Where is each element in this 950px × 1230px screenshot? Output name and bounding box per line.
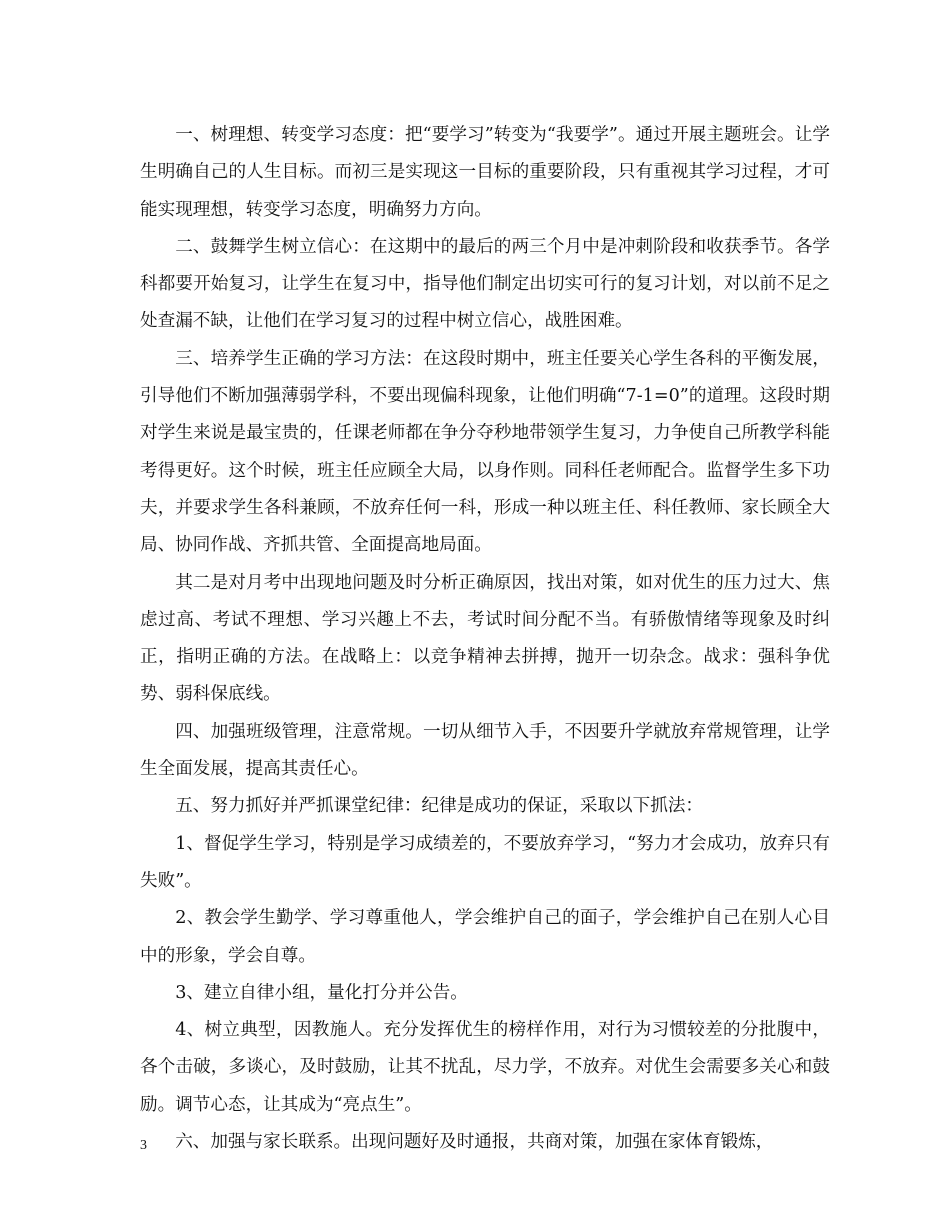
paragraph-6: 五、努力抓好并严抓课堂纪律：纪律是成功的保证，采取以下抓法： [175,796,704,817]
document-body [140,117,830,1161]
paragraph-5: 四、加强班级管理，注意常规。一切从细节入手，不因要升学就放弃常规管理，让学生全面发展，提高其责任心。 [140,721,830,780]
paragraph-7: 1、督促学生学习，特别是学习成绩差的，不要放弃学习，“努力才会成功，放弃只有失败”。 [140,833,830,891]
paragraph-4: 其二是对月考中出现地问题及时分析正确原因，找出对策，如对优生的压力过大、焦虑过高、考试不理想、学习兴趣上不去，考试时间分配不当。有骄傲情绪等现象及时纠正，指明正确的方法。在战略上：以竞争精神去拼搏，抛开一切杂念。战求：强科争优势、弱科保底线。 [140,572,830,705]
paragraph-10: 4、树立典型，因教施人。充分发挥优生的榜样作用，对行为习惯较差的分批腹中，各个击破，多谈心，及时鼓励，让其不扰乱，尽力学，不放弃。对优生会需要多关心和鼓励。调节心态，让其成为“亮点生”。 [140,1020,830,1115]
paragraph-3: 三、培养学生正确的学习方法：在这段时期中，班主任要关心学生各科的平衡发展，引导他们不断加强薄弱学科，不要出现偏科现象，让他们明确“7-1=0”的道理。这段时期对学生来说是最宝贵的，任课老师都在争分夺秒地带领学生复习，力争使自己所教学科能考得更好。这个时候，班主任应顾全大局，以身作则。同科任老师配合。监督学生多下功夫，并要求学生各科兼顾，不放弃任何一科，形成一种以班主任、科任教师、家长顾全大局、协同作战、齐抓共管、全面提高地局面。 [140,348,830,556]
paragraph-1: 一、树理想、转变学习态度：把“要学习”转变为“我要学”。通过开展主题班会。让学生明确自己的人生目标。而初三是实现这一目标的重要阶段，只有重视其学习过程，才可能实现理想，转变学习态度，明确努力方向。 [140,125,830,220]
paragraph-2: 二、鼓舞学生树立信心：在这期中的最后的两三个月中是冲刺阶段和收获季节。各学科都要开始复习，让学生在复习中，指导他们制定出切实可行的复习计划，对以前不足之处查漏不缺，让他们在学习复习的过程中树立信心，战胜困难。 [140,236,830,332]
page-number: 3 [140,1138,147,1153]
paragraph-9: 3、建立自律小组，量化打分并公告。 [175,982,468,1003]
paragraph-8: 2、教会学生勤学、学习尊重他人，学会维护自己的面子，学会维护自己在别人心目中的形象，学会自尊。 [140,908,830,966]
paragraph-11: 六、加强与家长联系。出现问题好及时通报，共商对策，加强在家体育锻炼， [175,1132,774,1153]
